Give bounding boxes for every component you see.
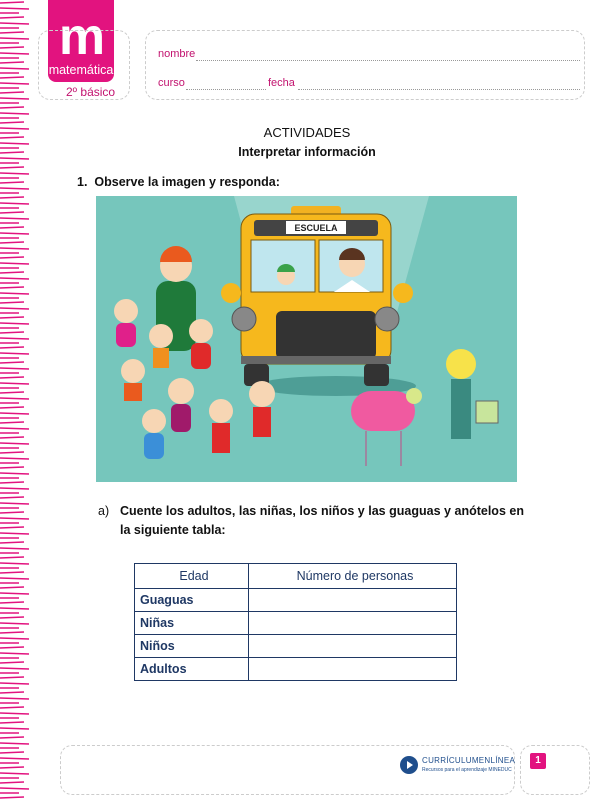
- spiral-stroke: [0, 497, 24, 498]
- spiral-stroke: [0, 752, 24, 753]
- spiral-stroke: [0, 677, 24, 678]
- course-label: curso: [158, 77, 185, 89]
- spiral-stroke: [0, 377, 24, 378]
- question-text: Cuente los adultos, las niñas, los niños y las guaguas y anótelos en la siguiente tabla:: [120, 504, 524, 537]
- spiral-stroke: [0, 8, 29, 9]
- spiral-stroke: [0, 182, 24, 183]
- spiral-stroke: [0, 203, 29, 204]
- spiral-stroke: [0, 383, 29, 384]
- spiral-stroke: [0, 212, 24, 213]
- row-label: Adultos: [135, 658, 249, 681]
- table-row: [135, 635, 457, 658]
- answer-cell[interactable]: [249, 635, 457, 658]
- page-subtitle: Interpretar información: [238, 145, 376, 159]
- spiral-stroke: [0, 308, 29, 309]
- spiral-stroke: [0, 743, 29, 744]
- spiral-stroke: [0, 692, 24, 693]
- spiral-stroke: [0, 47, 24, 48]
- logo-letter: m: [58, 14, 104, 60]
- spiral-stroke: [0, 458, 29, 459]
- spiral-stroke: [0, 188, 29, 189]
- header-age: Edad: [135, 564, 249, 589]
- brand-tagline: Recursos para el aprendizaje MINEDUC: [422, 767, 512, 773]
- spiral-stroke: [0, 353, 29, 354]
- spiral-stroke: [0, 623, 29, 624]
- spiral-stroke: [0, 548, 29, 549]
- play-icon: [400, 756, 418, 774]
- spiral-stroke: [0, 617, 24, 618]
- spiral-stroke: [0, 428, 29, 429]
- spiral-stroke: [0, 113, 29, 114]
- spiral-stroke: [0, 767, 24, 768]
- spiral-stroke: [0, 143, 29, 144]
- spiral-stroke: [0, 563, 29, 564]
- spiral-stroke: [0, 533, 29, 534]
- spiral-stroke: [0, 593, 29, 594]
- spiral-stroke: [0, 62, 24, 63]
- count-table: [134, 563, 457, 681]
- spiral-stroke: [0, 758, 29, 759]
- spiral-stroke: [0, 107, 24, 108]
- spiral-stroke: [0, 482, 24, 483]
- spiral-stroke: [0, 413, 29, 414]
- date-label: fecha: [268, 77, 295, 89]
- spiral-stroke: [0, 242, 24, 243]
- spiral-stroke: [0, 323, 29, 324]
- spiral-stroke: [0, 443, 29, 444]
- spiral-stroke: [0, 32, 24, 33]
- spiral-stroke: [0, 638, 29, 639]
- spiral-stroke: [0, 368, 29, 369]
- grade-label: 2º básico: [66, 85, 116, 99]
- spiral-stroke: [0, 737, 24, 738]
- spiral-stroke: [0, 98, 29, 99]
- bus: [221, 206, 413, 386]
- logo-frame: [38, 30, 130, 100]
- subject-name: matemática: [48, 63, 114, 77]
- spiral-stroke: [0, 728, 29, 729]
- spiral-stroke: [0, 602, 24, 603]
- spiral-stroke: [0, 197, 24, 198]
- spiral-stroke: [0, 173, 29, 174]
- spiral-stroke: [0, 647, 24, 648]
- spiral-stroke: [0, 317, 24, 318]
- spiral-stroke: [0, 578, 29, 579]
- spiral-stroke: [0, 77, 24, 78]
- question-number: 1.: [77, 175, 88, 189]
- spiral-stroke: [0, 53, 29, 54]
- name-field[interactable]: [196, 60, 580, 61]
- spiral-stroke: [0, 302, 24, 303]
- course-field[interactable]: [186, 89, 266, 90]
- spiral-stroke: [0, 722, 24, 723]
- spiral-stroke: [0, 248, 29, 249]
- spiral-stroke: [0, 38, 29, 39]
- answer-cell[interactable]: [249, 612, 457, 635]
- spiral-stroke: [0, 92, 24, 93]
- header-count: Número de personas: [249, 564, 457, 589]
- spiral-stroke: [0, 668, 29, 669]
- curriculum-logo: [400, 756, 515, 774]
- spiral-stroke: [0, 437, 24, 438]
- name-label: nombre: [158, 48, 196, 60]
- spiral-stroke: [0, 527, 24, 528]
- spiral-stroke: [0, 773, 29, 774]
- spiral-stroke: [0, 347, 24, 348]
- spiral-stroke: [0, 17, 24, 18]
- spiral-stroke: [0, 392, 24, 393]
- spiral-stroke: [0, 557, 24, 558]
- spiral-stroke: [0, 338, 29, 339]
- spiral-stroke: [0, 2, 24, 3]
- question-text: Observe la imagen y responda:: [94, 175, 280, 189]
- spiral-stroke: [0, 398, 29, 399]
- spiral-stroke: [0, 797, 24, 798]
- spiral-stroke: [0, 713, 29, 714]
- page-title: ACTIVIDADES: [263, 125, 351, 140]
- spiral-stroke: [0, 362, 24, 363]
- spiral-stroke: [0, 257, 24, 258]
- spiral-stroke: [0, 518, 29, 519]
- spiral-stroke: [0, 572, 24, 573]
- spiral-stroke: [0, 512, 24, 513]
- spiral-stroke: [0, 683, 29, 684]
- question-1: [77, 175, 280, 190]
- spiral-stroke: [0, 503, 29, 504]
- spiral-stroke: [0, 782, 24, 783]
- table-header: [135, 564, 457, 589]
- spiral-stroke: [0, 488, 29, 489]
- spiral-stroke: [0, 68, 29, 69]
- spiral-stroke: [0, 542, 24, 543]
- spiral-stroke: [0, 608, 29, 609]
- bus-sign: ESCUELA: [294, 223, 338, 233]
- spiral-stroke: [0, 278, 29, 279]
- question-a: [98, 502, 524, 540]
- spiral-stroke: [0, 422, 24, 423]
- question-letter: a): [98, 504, 110, 518]
- spiral-stroke: [0, 473, 29, 474]
- spiral-stroke: [0, 698, 29, 699]
- table-row: [135, 612, 457, 635]
- spiral-stroke: [0, 122, 24, 123]
- spiral-stroke: [0, 167, 24, 168]
- row-label: Niñas: [135, 612, 249, 635]
- spiral-stroke: [0, 452, 24, 453]
- school-bus-illustration: [96, 196, 517, 482]
- row-label: Niños: [135, 635, 249, 658]
- spiral-stroke: [0, 587, 24, 588]
- table-row: [135, 589, 457, 612]
- row-label: Guaguas: [135, 589, 249, 612]
- spiral-stroke: [0, 227, 24, 228]
- spiral-stroke: [0, 83, 29, 84]
- date-field[interactable]: [298, 89, 580, 90]
- spiral-stroke: [0, 467, 24, 468]
- spiral-binding: [0, 0, 36, 800]
- spiral-stroke: [0, 23, 29, 24]
- spiral-stroke: [0, 263, 29, 264]
- spiral-stroke: [0, 407, 24, 408]
- spiral-stroke: [0, 788, 29, 789]
- answer-cell[interactable]: [249, 658, 457, 681]
- spiral-stroke: [0, 293, 29, 294]
- table-row: [135, 658, 457, 681]
- spiral-stroke: [0, 653, 29, 654]
- spiral-stroke: [0, 272, 24, 273]
- brand-name: CURRÍCULUMENLÍNEA: [422, 756, 516, 765]
- spiral-stroke: [0, 287, 24, 288]
- spiral-stroke: [0, 632, 24, 633]
- spiral-stroke: [0, 707, 24, 708]
- spiral-stroke: [0, 332, 24, 333]
- spiral-stroke: [0, 218, 29, 219]
- answer-cell[interactable]: [249, 589, 457, 612]
- page-number: 1: [530, 753, 546, 769]
- spiral-stroke: [0, 233, 29, 234]
- spiral-stroke: [0, 662, 24, 663]
